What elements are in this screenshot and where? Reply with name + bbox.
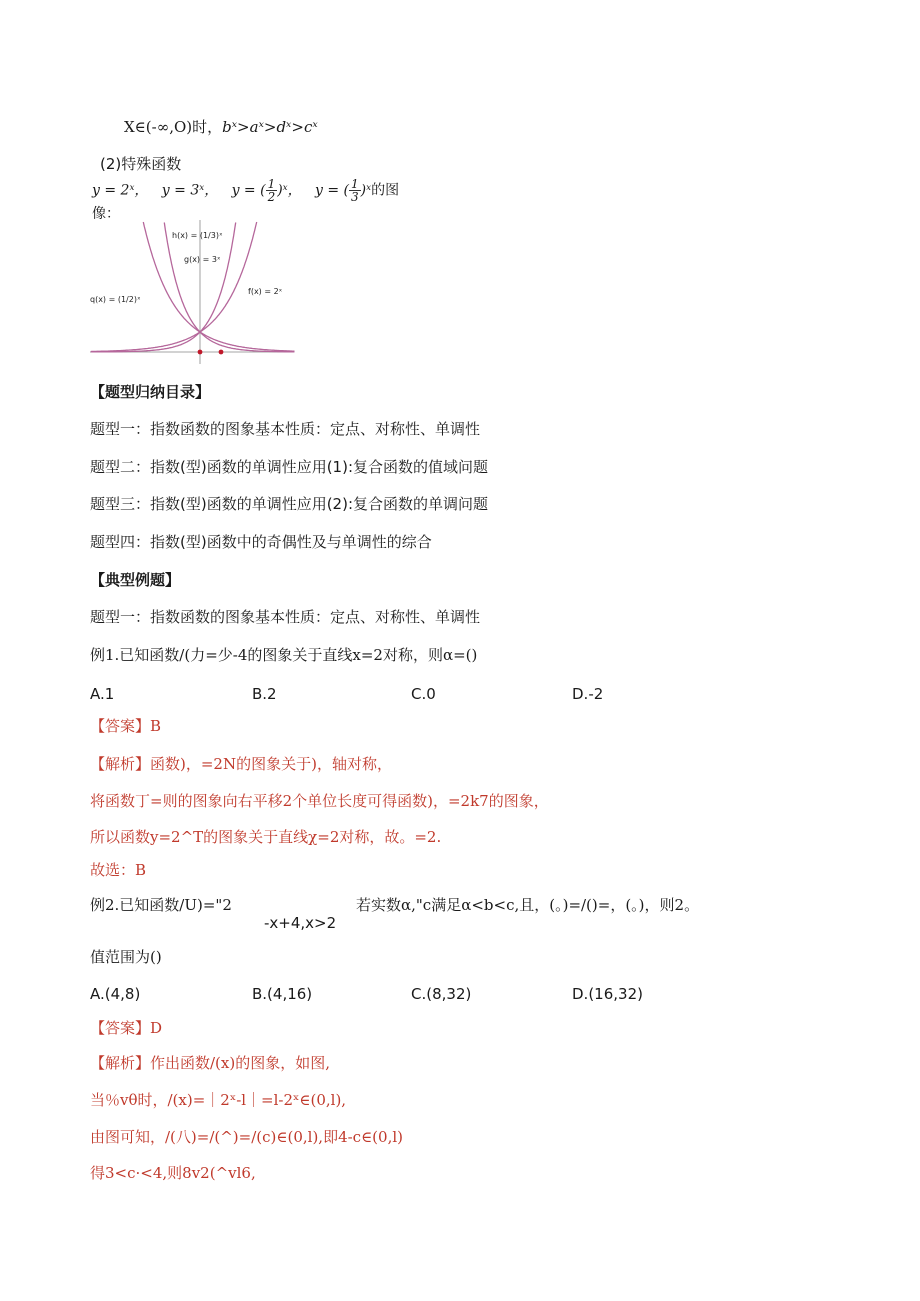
point-origin bbox=[198, 350, 203, 355]
formula-half-post: )ˣ， bbox=[277, 182, 302, 199]
curve-g bbox=[91, 223, 236, 352]
ex1-option-a: A.1 bbox=[90, 685, 115, 703]
special-function-heading: (2)特殊函数 bbox=[100, 155, 182, 173]
solution-1-d: 故选：B bbox=[90, 861, 147, 879]
solution-1-a: 【解析】函数)，=2N的图象关于)，轴对称， bbox=[90, 755, 392, 773]
example-1: 例1.已知函数/(力=少-4的图象关于直线x=2对称，则α=() bbox=[90, 646, 478, 664]
frac-half-num: 1 bbox=[267, 177, 276, 191]
answer-1: 【答案】B bbox=[90, 717, 162, 735]
point-one bbox=[219, 350, 224, 355]
type-two: 题型二：指数(型)函数的单调性应用(1):复合函数的值域问题 bbox=[90, 458, 489, 476]
formula-third-post: )ˣ bbox=[360, 182, 372, 199]
example-2-b: 若实数α,"c满足α<b<c,且，(。)=/()=，(。)，则2。 bbox=[356, 896, 700, 914]
type-three: 题型三：指数(型)函数的单调性应用(2):复合函数的单调问题 bbox=[90, 495, 489, 513]
solution-1-b: 将函数丁=则的图象向右平移2个单位长度可得函数)，=2k7的图象， bbox=[90, 792, 549, 810]
ex1-option-c: C.0 bbox=[411, 685, 436, 703]
label-g: g(x) = 3ˣ bbox=[184, 255, 221, 264]
ex2-option-c: C.(8,32) bbox=[411, 985, 472, 1003]
formula-3x: y = 3ˣ， bbox=[161, 182, 219, 199]
condition-line bbox=[124, 117, 318, 137]
formula-line bbox=[92, 177, 408, 222]
ex1-option-b: B.2 bbox=[252, 685, 277, 703]
ex1-option-d: D.-2 bbox=[572, 685, 604, 703]
example-2-a: 例2.已知函数/U)="2 bbox=[90, 896, 232, 914]
type-one-repeat: 题型一：指数函数的图象基本性质：定点、对称性、单调性 bbox=[90, 608, 481, 626]
curve-f bbox=[91, 222, 257, 352]
solution-2-d: 得3<c·<4,则8v2(^vl6, bbox=[90, 1164, 256, 1182]
frac-third-num: 1 bbox=[351, 177, 359, 191]
ex2-option-b: B.(4,16) bbox=[252, 985, 313, 1003]
formula-half-pre: y = ( bbox=[231, 182, 266, 199]
solution-2-b: 当％vθ时，/(x)=｜2ˣ-l｜=l-2ˣ∈(0,l), bbox=[90, 1091, 347, 1109]
label-h: h(x) = (1/3)ˣ bbox=[172, 231, 223, 240]
formula-third-pre: y = ( bbox=[315, 182, 350, 199]
label-q: q(x) = (1/2)ˣ bbox=[90, 295, 141, 304]
label-f: f(x) = 2ˣ bbox=[248, 287, 283, 296]
section-title-examples: 【典型例题】 bbox=[90, 571, 181, 589]
exponential-graph bbox=[88, 218, 296, 366]
answer-2: 【答案】D bbox=[90, 1019, 163, 1037]
condition-text: X∈(-∞,O)时， bbox=[124, 118, 223, 136]
example-2-piece: -x+4,x>2 bbox=[264, 914, 337, 932]
solution-1-c: 所以函数y=2^T的图象关于直线χ=2对称，故。=2. bbox=[90, 828, 442, 846]
solution-2-c: 由图可知，/(八)=/(^)=/(c)∈(0,l),即4-c∈(0,l) bbox=[90, 1128, 403, 1146]
frac-third-den: 3 bbox=[351, 190, 359, 204]
frac-half-den: 2 bbox=[267, 190, 276, 204]
solution-2-a: 【解析】作出函数/(x)的图象，如图, bbox=[90, 1054, 330, 1072]
frac-third bbox=[349, 178, 361, 203]
inequality-text: bˣ>aˣ>dˣ>cˣ bbox=[222, 118, 318, 136]
section-title-catalog: 【题型归纳目录】 bbox=[90, 383, 211, 401]
ex2-option-d: D.(16,32) bbox=[572, 985, 643, 1003]
example-2-d: 值范围为() bbox=[90, 948, 162, 966]
type-one: 题型一：指数函数的图象基本性质：定点、对称性、单调性 bbox=[90, 420, 481, 438]
type-four: 题型四：指数(型)函数中的奇偶性及与单调性的综合 bbox=[90, 533, 432, 551]
frac-half bbox=[266, 178, 278, 203]
formula-suffix: 的图像： bbox=[92, 182, 400, 222]
formula-2x: y = 2ˣ， bbox=[92, 182, 149, 199]
ex2-option-a: A.(4,8) bbox=[90, 985, 141, 1003]
